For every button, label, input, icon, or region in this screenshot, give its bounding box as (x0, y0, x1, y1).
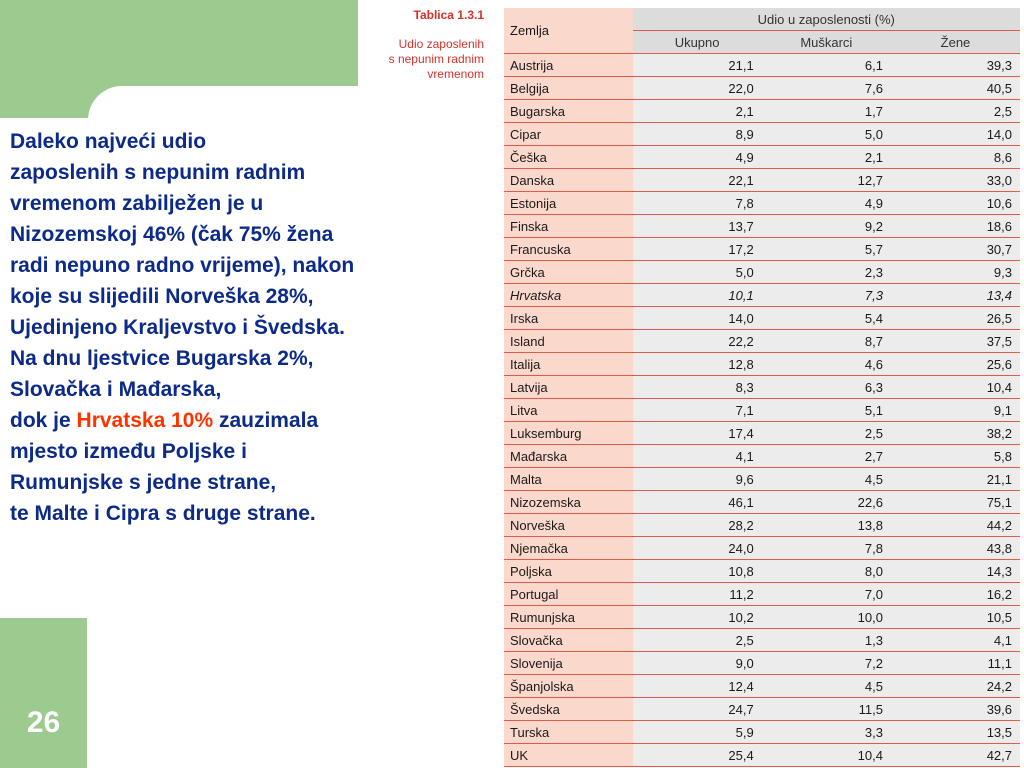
women-cell: 5,8 (891, 445, 1020, 468)
total-cell: 17,4 (633, 422, 762, 445)
men-cell: 5,4 (762, 307, 891, 330)
summary-line: koje su slijedili Norveška 28%, (10, 285, 314, 308)
women-cell: 44,2 (891, 514, 1020, 537)
table-row (504, 652, 1020, 675)
country-cell: Španjolska (504, 675, 633, 698)
men-cell: 6,3 (762, 376, 891, 399)
summary-text-post: zauzimala (213, 409, 319, 432)
table-row (504, 169, 1020, 192)
total-cell: 5,9 (633, 721, 762, 744)
summary-line: radi nepuno radno vrijeme), nakon (10, 254, 355, 277)
men-cell: 6,1 (762, 54, 891, 77)
women-cell: 16,2 (891, 583, 1020, 606)
total-cell: 46,1 (633, 491, 762, 514)
table-row (504, 123, 1020, 146)
men-cell: 13,8 (762, 514, 891, 537)
men-cell: 8,7 (762, 330, 891, 353)
summary-line: Ujedinjeno Kraljevstvo i Švedska. (10, 316, 345, 339)
men-cell: 2,3 (762, 261, 891, 284)
men-cell: 5,7 (762, 238, 891, 261)
decor-notch (88, 86, 378, 126)
women-cell: 18,6 (891, 215, 1020, 238)
total-cell: 12,8 (633, 353, 762, 376)
women-cell: 2,5 (891, 100, 1020, 123)
page-number: 26 (26, 706, 61, 739)
men-cell: 8,0 (762, 560, 891, 583)
men-cell: 7,6 (762, 77, 891, 100)
table-row (504, 284, 1020, 307)
table-row (504, 445, 1020, 468)
women-cell: 9,1 (891, 399, 1020, 422)
men-cell: 10,0 (762, 606, 891, 629)
summary-line-highlighted (10, 405, 480, 436)
header-total: Ukupno (633, 31, 762, 54)
green-decor-bottom (0, 618, 87, 768)
table-row (504, 192, 1020, 215)
men-cell: 5,1 (762, 399, 891, 422)
women-cell: 13,5 (891, 721, 1020, 744)
men-cell: 9,2 (762, 215, 891, 238)
men-cell: 2,5 (762, 422, 891, 445)
women-cell: 13,4 (891, 284, 1020, 307)
summary-line: te Malte i Cipra s druge strane. (10, 502, 316, 525)
table-row (504, 606, 1020, 629)
summary-line: mjesto između Poljske i (10, 440, 247, 463)
total-cell: 7,8 (633, 192, 762, 215)
men-cell: 5,0 (762, 123, 891, 146)
country-cell: Irska (504, 307, 633, 330)
women-cell: 10,6 (891, 192, 1020, 215)
table-row (504, 215, 1020, 238)
header-group: Udio u zaposlenosti (%) (633, 8, 1021, 31)
table-caption (344, 8, 484, 82)
women-cell: 43,8 (891, 537, 1020, 560)
country-cell: Portugal (504, 583, 633, 606)
summary-line: Slovačka i Mađarska, (10, 378, 222, 401)
total-cell: 22,1 (633, 169, 762, 192)
women-cell: 42,7 (891, 744, 1020, 767)
total-cell: 10,2 (633, 606, 762, 629)
caption-line: vremenom (427, 67, 484, 81)
men-cell: 2,1 (762, 146, 891, 169)
country-cell: Belgija (504, 77, 633, 100)
table-row (504, 675, 1020, 698)
table-row (504, 353, 1020, 376)
country-cell: Italija (504, 353, 633, 376)
men-cell: 7,3 (762, 284, 891, 307)
total-cell: 21,1 (633, 54, 762, 77)
total-cell: 2,1 (633, 100, 762, 123)
summary-line: Rumunjske s jedne strane, (10, 471, 277, 494)
men-cell: 10,4 (762, 744, 891, 767)
table-row (504, 514, 1020, 537)
women-cell: 9,3 (891, 261, 1020, 284)
summary-text-pre: dok je (10, 409, 77, 432)
total-cell: 14,0 (633, 307, 762, 330)
country-cell: Hrvatska (504, 284, 633, 307)
country-cell: Slovenija (504, 652, 633, 675)
men-cell: 11,5 (762, 698, 891, 721)
women-cell: 33,0 (891, 169, 1020, 192)
table-body (504, 54, 1020, 767)
total-cell: 25,4 (633, 744, 762, 767)
table-row (504, 468, 1020, 491)
men-cell: 7,2 (762, 652, 891, 675)
total-cell: 22,2 (633, 330, 762, 353)
table-row (504, 422, 1020, 445)
country-cell: UK (504, 744, 633, 767)
total-cell: 4,1 (633, 445, 762, 468)
women-cell: 14,3 (891, 560, 1020, 583)
table-row (504, 721, 1020, 744)
table-row (504, 399, 1020, 422)
women-cell: 11,1 (891, 652, 1020, 675)
table-row (504, 376, 1020, 399)
table-row (504, 629, 1020, 652)
men-cell: 1,3 (762, 629, 891, 652)
total-cell: 9,0 (633, 652, 762, 675)
table-row (504, 238, 1020, 261)
total-cell: 10,8 (633, 560, 762, 583)
total-cell: 10,1 (633, 284, 762, 307)
men-cell: 4,5 (762, 468, 891, 491)
country-cell: Češka (504, 146, 633, 169)
men-cell: 22,6 (762, 491, 891, 514)
summary-text (10, 126, 480, 529)
country-cell: Cipar (504, 123, 633, 146)
table-row (504, 261, 1020, 284)
caption-line: Udio zaposlenih (398, 37, 484, 51)
total-cell: 22,0 (633, 77, 762, 100)
summary-line: Na dnu ljestvice Bugarska 2%, (10, 347, 314, 370)
table-row (504, 77, 1020, 100)
summary-line: Nizozemskoj 46% (čak 75% žena (10, 223, 334, 246)
men-cell: 4,6 (762, 353, 891, 376)
header-men: Muškarci (762, 31, 891, 54)
men-cell: 4,5 (762, 675, 891, 698)
women-cell: 4,1 (891, 629, 1020, 652)
women-cell: 75,1 (891, 491, 1020, 514)
total-cell: 24,7 (633, 698, 762, 721)
total-cell: 8,3 (633, 376, 762, 399)
country-cell: Island (504, 330, 633, 353)
total-cell: 24,0 (633, 537, 762, 560)
total-cell: 17,2 (633, 238, 762, 261)
women-cell: 8,6 (891, 146, 1020, 169)
table-row (504, 54, 1020, 77)
women-cell: 38,2 (891, 422, 1020, 445)
country-cell: Poljska (504, 560, 633, 583)
country-cell: Mađarska (504, 445, 633, 468)
table-row (504, 560, 1020, 583)
women-cell: 39,6 (891, 698, 1020, 721)
women-cell: 40,5 (891, 77, 1020, 100)
caption-line: s nepunim radnim (388, 52, 484, 66)
table-row (504, 744, 1020, 767)
caption-title: Tablica 1.3.1 (413, 8, 484, 22)
country-cell: Finska (504, 215, 633, 238)
total-cell: 11,2 (633, 583, 762, 606)
women-cell: 10,5 (891, 606, 1020, 629)
total-cell: 7,1 (633, 399, 762, 422)
part-time-table (504, 8, 1020, 767)
men-cell: 12,7 (762, 169, 891, 192)
women-cell: 10,4 (891, 376, 1020, 399)
country-cell: Malta (504, 468, 633, 491)
table-row (504, 100, 1020, 123)
country-cell: Slovačka (504, 629, 633, 652)
total-cell: 13,7 (633, 215, 762, 238)
men-cell: 7,0 (762, 583, 891, 606)
women-cell: 14,0 (891, 123, 1020, 146)
table-row (504, 491, 1020, 514)
women-cell: 39,3 (891, 54, 1020, 77)
summary-line: Daleko najveći udio (10, 130, 207, 153)
country-cell: Norveška (504, 514, 633, 537)
country-cell: Estonija (504, 192, 633, 215)
country-cell: Rumunjska (504, 606, 633, 629)
total-cell: 12,4 (633, 675, 762, 698)
country-cell: Francuska (504, 238, 633, 261)
country-cell: Bugarska (504, 100, 633, 123)
men-cell: 3,3 (762, 721, 891, 744)
table-row (504, 330, 1020, 353)
total-cell: 5,0 (633, 261, 762, 284)
croatia-highlight: Hrvatska 10% (76, 409, 214, 432)
summary-line: vremenom zabilježen je u (10, 192, 264, 215)
country-cell: Danska (504, 169, 633, 192)
women-cell: 21,1 (891, 468, 1020, 491)
table-row (504, 307, 1020, 330)
men-cell: 1,7 (762, 100, 891, 123)
table-row (504, 537, 1020, 560)
table-row (504, 698, 1020, 721)
country-cell: Litva (504, 399, 633, 422)
country-cell: Švedska (504, 698, 633, 721)
women-cell: 37,5 (891, 330, 1020, 353)
women-cell: 24,2 (891, 675, 1020, 698)
country-cell: Njemačka (504, 537, 633, 560)
total-cell: 8,9 (633, 123, 762, 146)
country-cell: Nizozemska (504, 491, 633, 514)
men-cell: 2,7 (762, 445, 891, 468)
men-cell: 4,9 (762, 192, 891, 215)
women-cell: 30,7 (891, 238, 1020, 261)
country-cell: Luksemburg (504, 422, 633, 445)
table-row (504, 583, 1020, 606)
header-country: Zemlja (504, 8, 633, 54)
women-cell: 26,5 (891, 307, 1020, 330)
summary-line: zaposlenih s nepunim radnim (10, 161, 306, 184)
country-cell: Grčka (504, 261, 633, 284)
total-cell: 9,6 (633, 468, 762, 491)
country-cell: Latvija (504, 376, 633, 399)
total-cell: 4,9 (633, 146, 762, 169)
header-women: Žene (891, 31, 1020, 54)
country-cell: Austrija (504, 54, 633, 77)
country-cell: Turska (504, 721, 633, 744)
women-cell: 25,6 (891, 353, 1020, 376)
men-cell: 7,8 (762, 537, 891, 560)
total-cell: 2,5 (633, 629, 762, 652)
table-row (504, 146, 1020, 169)
total-cell: 28,2 (633, 514, 762, 537)
